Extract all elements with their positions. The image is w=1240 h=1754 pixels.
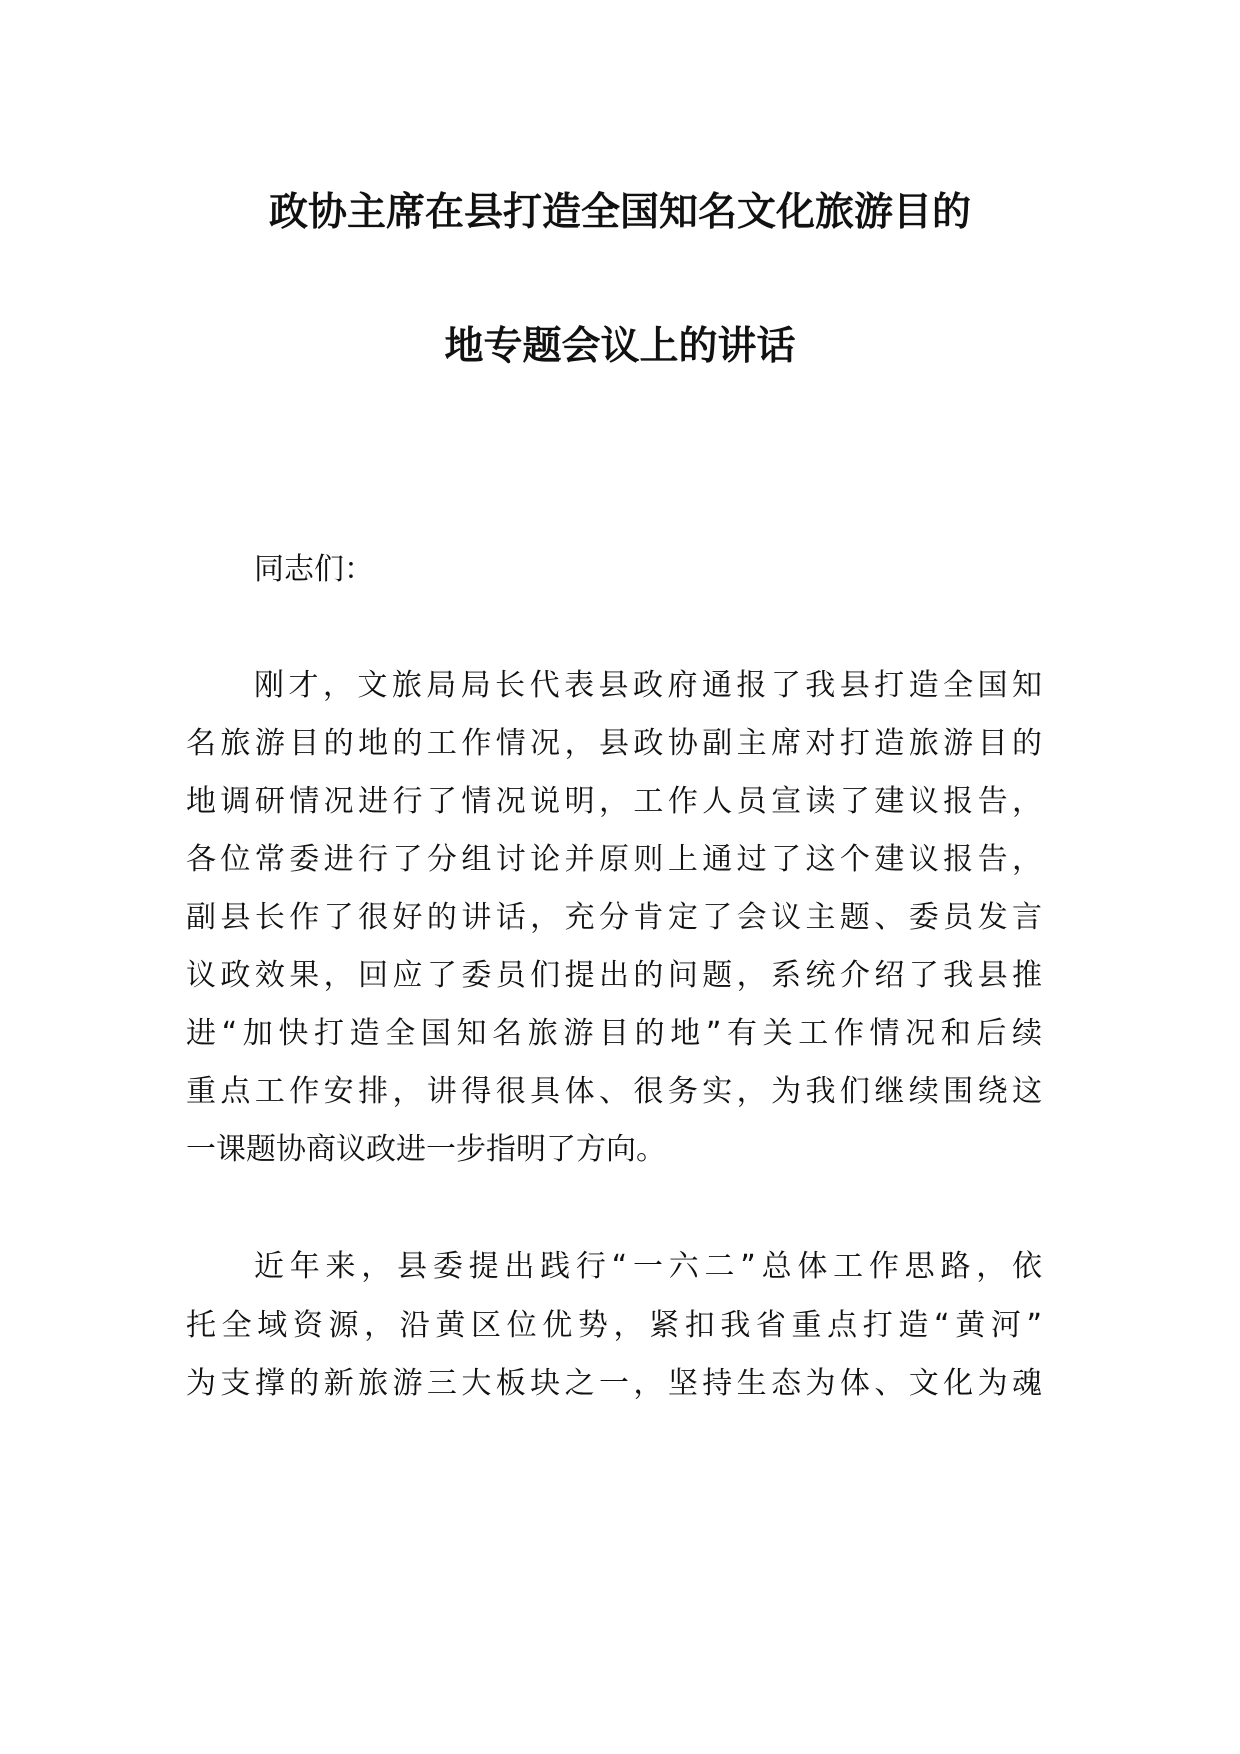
paragraph-line: 地调研情况进行了情况说明，工作人员宣读了建议报告， xyxy=(186,784,1042,819)
paragraph-line: 副县长作了很好的讲话，充分肯定了会议主题、委员发言 xyxy=(186,900,1042,935)
paragraph-line: 议政效果，回应了委员们提出的问题，系统介绍了我县推 xyxy=(186,958,1042,993)
salutation: 同志们： xyxy=(254,552,374,587)
paragraph-line: 刚才，文旅局局长代表县政府通报了我县打造全国知 xyxy=(254,668,1042,703)
paragraph-line: 名旅游目的地的工作情况，县政协副主席对打造旅游目的 xyxy=(186,726,1042,761)
paragraph-line: 近年来，县委提出践行“一六二”总体工作思路，依 xyxy=(254,1249,1042,1284)
paragraph-line: 进“加快打造全国知名旅游目的地”有关工作情况和后续 xyxy=(186,1016,1042,1051)
paragraph-line: 托全域资源，沿黄区位优势，紧扣我省重点打造“黄河” xyxy=(186,1308,1042,1343)
document-title-line-1: 政协主席在县打造全国知名文化旅游目的 xyxy=(268,190,971,235)
paragraph-line: 为支撑的新旅游三大板块之一，坚持生态为体、文化为魂 xyxy=(186,1366,1042,1401)
document-title-line-2: 地专题会议上的讲话 xyxy=(444,324,796,369)
paragraph-line: 重点工作安排，讲得很具体、很务实，为我们继续围绕这 xyxy=(186,1074,1042,1109)
paragraph-line: 一课题协商议政进一步指明了方向。 xyxy=(186,1132,666,1167)
paragraph-line: 各位常委进行了分组讨论并原则上通过了这个建议报告， xyxy=(186,842,1042,877)
